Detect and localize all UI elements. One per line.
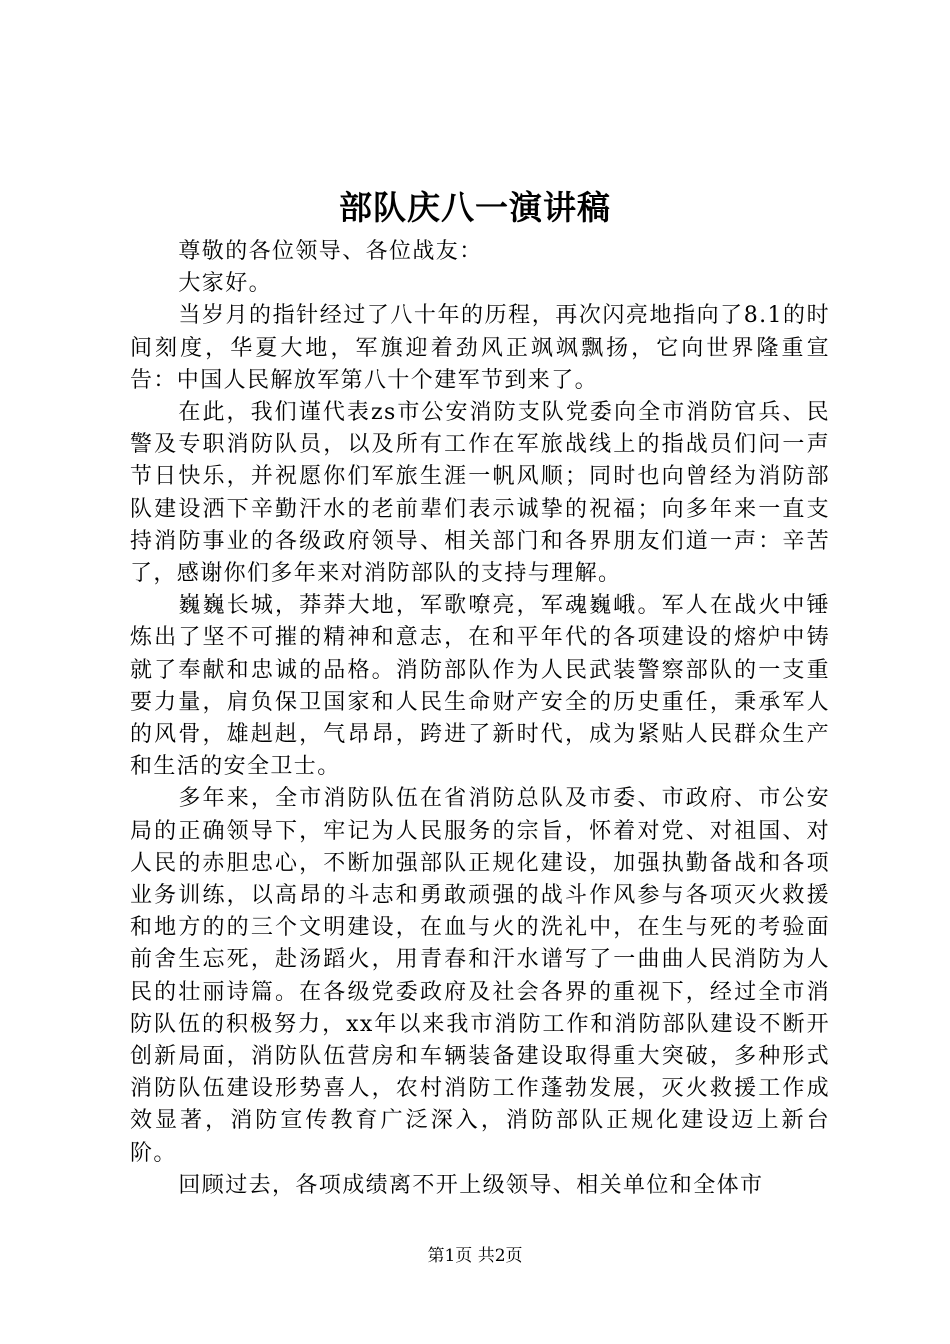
paragraph: 回顾过去，各项成绩离不开上级领导、相关单位和全体市 (178, 1172, 764, 1198)
document-body (130, 236, 830, 1202)
paragraph: 巍巍长城，莽莽大地，军歌嘹亮，军魂巍峨。军人在战火中锤炼出了坚不可摧的精神和意志，在和平年代的各项建设的熔炉中铸就了奉献和忠诚的品格。消防部队作为人民武装警察部队的一支重要力量，肩负保卫国家和人民生命财产安全的历史重任，秉承军人的风骨，雄赳赳，气昂昂，跨进了新时代，成为紧贴人民群众生产和生活的安全卫士。 (130, 593, 830, 780)
greeting: 大家好。 (178, 271, 272, 297)
paragraph: 在此，我们谨代表zs市公安消防支队党委向全市消防官兵、民警及专职消防队员，以及所有工作在军旅战线上的指战员们问一声节日快乐，并祝愿你们军旅生涯一帆风顺；同时也向曾经为消防部队建设洒下辛勤汗水的老前辈们表示诚挚的祝福；向多年来一直支持消防事业的各级政府领导、相关部门和各界朋友们道一声：辛苦了，感谢你们多年来对消防部队的支持与理解。 (130, 400, 830, 587)
paragraph: 多年来，全市消防队伍在省消防总队及市委、市政府、市公安局的正确领导下，牢记为人民服务的宗旨，怀着对党、对祖国、对人民的赤胆忠心，不断加强部队正规化建设，加强执勤备战和各项业务训练，以高昂的斗志和勇敢顽强的战斗作风参与各项灭火救援和地方的的三个文明建设，在血与火的洗礼中，在生与死的考验面前舍生忘死，赴汤蹈火，用青春和汗水谱写了一曲曲人民消防为人民的壮丽诗篇。在各级党委政府及社会各界的重视下，经过全市消防队伍的积极努力，xx年以来我市消防工作和消防部队建设不断开创新局面，消防队伍营房和车辆装备建设取得重大突破，多种形式消防队伍建设形势喜人，农村消防工作蓬勃发展，灭火救援工作成效显著，消防宣传教育广泛深入，消防部队正规化建设迈上新台阶。 (130, 786, 830, 1166)
document-title: 部队庆八一演讲稿 (339, 188, 611, 227)
page-number-footer: 第1页 共2页 (427, 1246, 523, 1266)
paragraph: 当岁月的指针经过了八十年的历程，再次闪亮地指向了8.1的时间刻度，华夏大地，军旗迎着劲风正飒飒飘扬，它向世界隆重宣告：中国人民解放军第八十个建军节到来了。 (130, 303, 830, 393)
salutation: 尊敬的各位领导、各位战友： (178, 239, 483, 264)
